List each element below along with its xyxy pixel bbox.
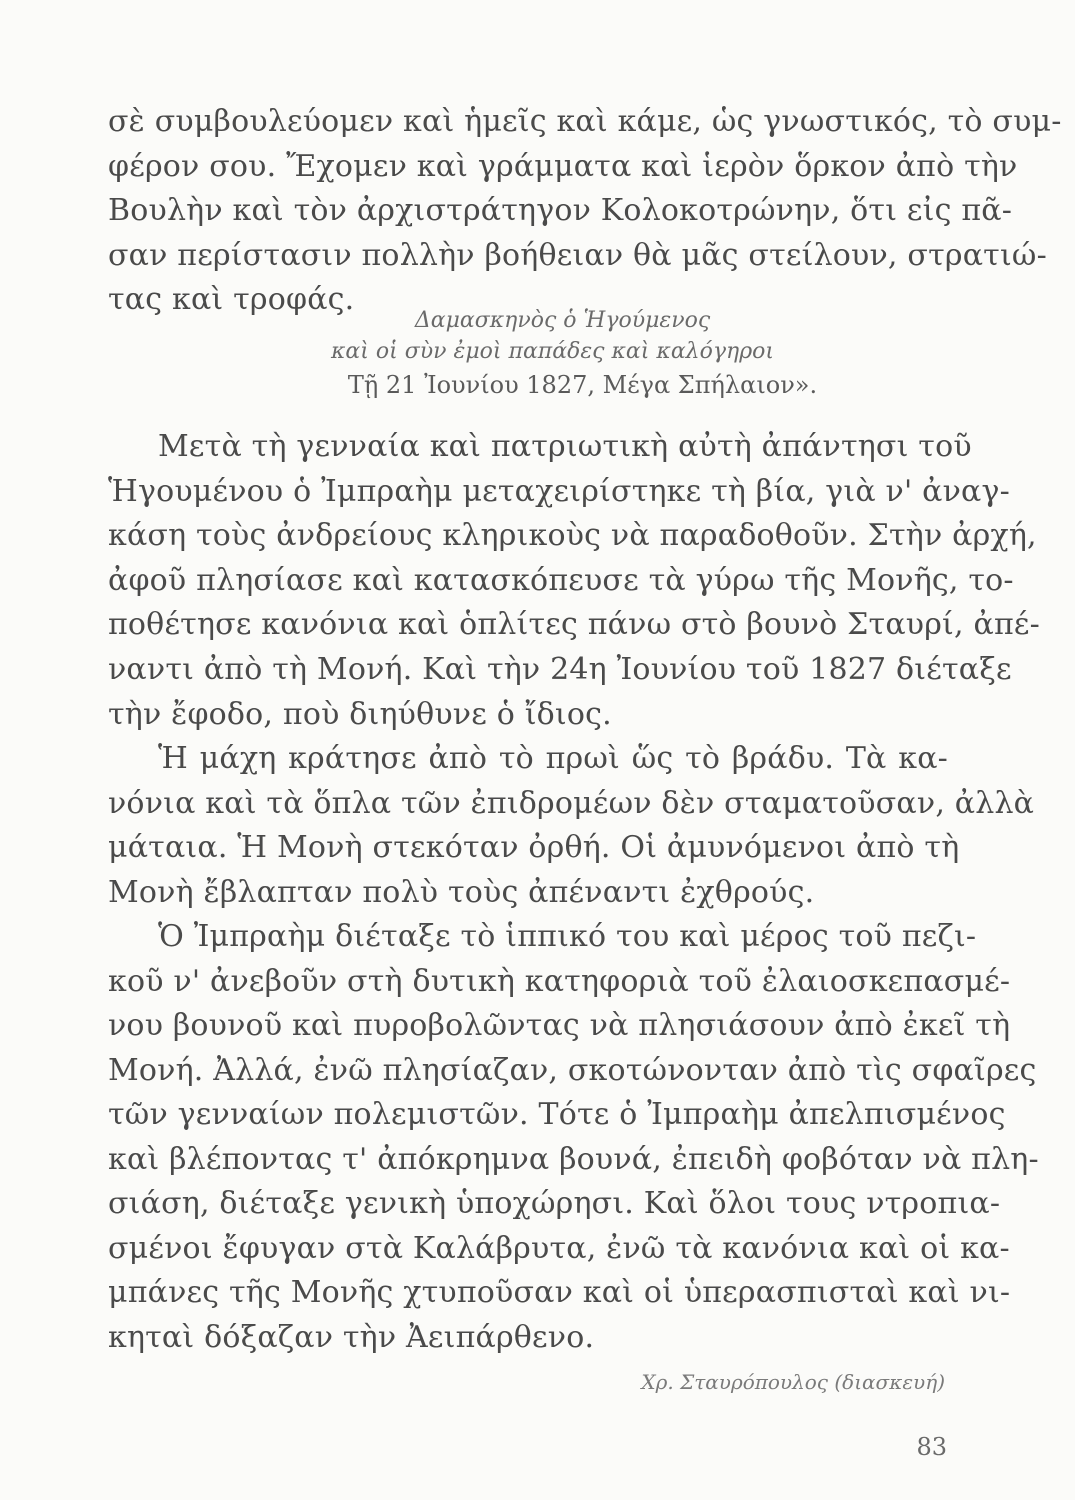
text-line: Μονή. Ἀλλά, ἐνῶ πλησίαζαν, σκοτώνονταν ἀπὸ τὶς σφαῖρες xyxy=(108,1053,1037,1088)
text-line: μάταια. Ἡ Μονὴ στεκόταν ὀρθή. Οἱ ἀμυνόμενοι ἀπὸ τὴ xyxy=(108,830,960,865)
text-line: σαν περίστασιν πολλὴν βοήθειαν θὰ μᾶς στείλουν, στρατιώ- xyxy=(108,238,1047,273)
text-line: μπάνες τῆς Μονῆς χτυποῦσαν καὶ οἱ ὑπερασπισταὶ καὶ νι- xyxy=(108,1275,1011,1310)
signature-date: Τῇ 21 Ἰουνίου 1827, Μέγα Σπήλαιον». xyxy=(347,371,818,399)
text-line: ποθέτησε κανόνια καὶ ὁπλίτες πάνω στὸ βουνὸ Σταυρί, ἀπέ- xyxy=(108,607,1040,642)
text-line: Ὁ Ἰμπραὴμ διέταξε τὸ ἱππικό του καὶ μέρος τοῦ πεζι- xyxy=(158,919,977,954)
text-line: καὶ βλέποντας τ' ἀπόκρημνα βουνά, ἐπειδὴ φοβόταν νὰ πλη- xyxy=(108,1142,1039,1177)
text-line: Μονὴ ἔβλαπταν πολὺ τοὺς ἀπέναντι ἐχθρούς. xyxy=(108,875,815,910)
page-number: 83 xyxy=(916,1433,947,1461)
text-line: τας καὶ τροφάς. xyxy=(108,282,355,317)
text-line: Ἡγουμένου ὁ Ἰμπραὴμ μεταχειρίστηκε τὴ βία, γιὰ ν' ἀναγ- xyxy=(108,474,1010,509)
text-line: φέρον σου. Ἔχομεν καὶ γράμματα καὶ ἱερὸν ὅρκον ἀπὸ τὴν xyxy=(108,149,1018,184)
text-line: νου βουνοῦ καὶ πυροβολῶντας νὰ πλησιάσουν ἀπὸ ἐκεῖ τὴ xyxy=(108,1008,1011,1043)
text-line: Ἡ μάχη κράτησε ἀπὸ τὸ πρωὶ ὥς τὸ βράδυ. Τὰ κα- xyxy=(158,741,948,776)
signature-line-1: Δαμασκηνὸς ὁ Ἡγούμενος xyxy=(414,308,711,333)
text-line: ναντι ἀπὸ τὴ Μονή. Καὶ τὴν 24η Ἰουνίου τοῦ 1827 διέταξε xyxy=(108,652,1012,687)
text-line: κάση τοὺς ἀνδρείους κληρικοὺς νὰ παραδοθοῦν. Στὴν ἀρχή, xyxy=(108,518,1037,553)
source-attribution: Χρ. Σταυρόπουλος (διασκευή) xyxy=(641,1370,945,1394)
text-line: κηταὶ δόξαζαν τὴν Ἀειπάρθενο. xyxy=(108,1320,595,1355)
text-line: Βουλὴν καὶ τὸν ἀρχιστράτηγον Κολοκοτρώνην, ὅτι εἰς πᾶ- xyxy=(108,193,1013,228)
text-line: Μετὰ τὴ γενναία καὶ πατριωτικὴ αὐτὴ ἀπάντησι τοῦ xyxy=(158,429,972,464)
text-line: τῶν γενναίων πολεμιστῶν. Τότε ὁ Ἰμπραὴμ ἀπελπισμένος xyxy=(108,1097,1006,1132)
text-line: σιάση, διέταξε γενικὴ ὑποχώρησι. Καὶ ὅλοι τους ντροπια- xyxy=(108,1186,1001,1221)
signature-line-2: καὶ οἱ σὺν ἐμοὶ παπάδες καὶ καλόγηροι xyxy=(331,339,774,364)
text-line: ἀφοῦ πλησίασε καὶ κατασκόπευσε τὰ γύρω τῆς Μονῆς, το- xyxy=(108,563,1014,598)
text-line: νόνια καὶ τὰ ὅπλα τῶν ἐπιδρομέων δὲν σταματοῦσαν, ἀλλὰ xyxy=(108,786,1035,821)
text-line: κοῦ ν' ἀνεβοῦν στὴ δυτικὴ κατηφοριὰ τοῦ ἐλαιοσκεπασμέ- xyxy=(108,964,1011,999)
text-line: τὴν ἔφοδο, ποὺ διηύθυνε ὁ ἴδιος. xyxy=(108,697,612,732)
text-line: σμένοι ἔφυγαν στὰ Καλάβρυτα, ἐνῶ τὰ κανόνια καὶ οἱ κα- xyxy=(108,1231,1010,1266)
text-line: σὲ συμβουλεύομεν καὶ ἡμεῖς καὶ κάμε, ὡς γνωστικός, τὸ συμ- xyxy=(108,104,1062,139)
